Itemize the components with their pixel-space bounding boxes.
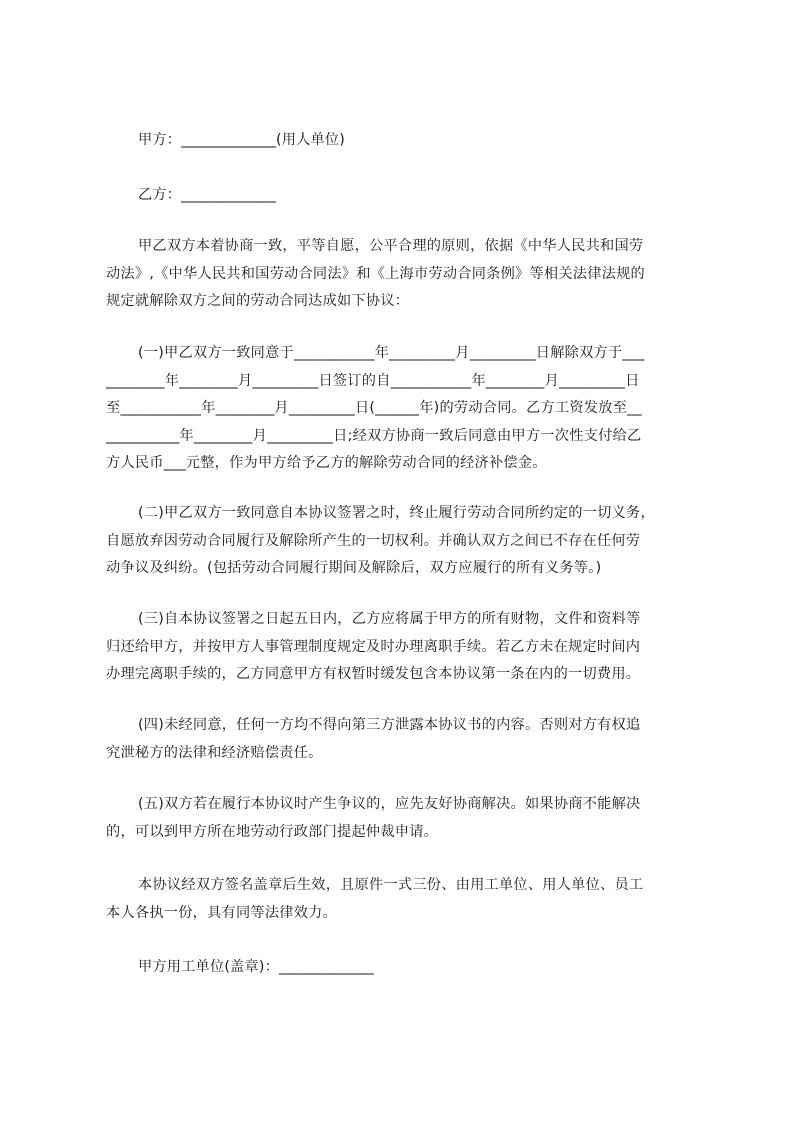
clause-2-line-1: (二)甲乙双方一致同意自本协议签署之时，终止履行劳动合同所约定的一切义务，: [138, 505, 655, 521]
preamble-paragraph: [106, 233, 706, 316]
effect-line-1: 本协议经双方签名盖章后生效，且原件一式三份、由用工单位、用人单位、员工: [138, 877, 644, 893]
clause-1-line-1: (一)甲乙双方一致同意于___________年_________月_________日解除双方于___: [138, 345, 645, 361]
clause-1-paragraph: [106, 340, 706, 478]
clause-2-line-3: 动争议及纠纷。(包括劳动合同履行期间及解除后，双方应履行的所有义务等。): [106, 560, 602, 576]
party-a-unit-signature-line: 甲方用工单位(盖章)：_____________: [138, 959, 374, 975]
clause-4-line-1: (四)未经同意，任何一方均不得向第三方泄露本协议书的内容。否则对方有权追: [138, 717, 641, 733]
preamble-line-3: 规定就解除双方之间的劳动合同达成如下协议：: [106, 293, 410, 309]
clause-3-line-3: 办理完离职手续的，乙方同意甲方有权暂时缓发包含本协议第一条在内的一切费用。: [106, 666, 641, 682]
party-a-line: 甲方：_____________(用人单位): [138, 132, 346, 148]
effect-line-2: 本人各执一份，具有同等法律效力。: [106, 904, 338, 921]
preamble-line-2: 动法》,《中华人民共和国劳动合同法》和《上海市劳动合同条例》等相关法律法规的: [106, 265, 645, 282]
clause-3-line-2: 归还给甲方，并按甲方人事管理制度规定及时办理离职手续。若乙方未在规定时间内: [106, 638, 641, 655]
clause-5-line-1: (五)双方若在履行本协议时产生争议的，应先友好协商解决。如果协商不能解决: [138, 796, 641, 812]
clause-1-line-3: 至___________年________月_________日(______年)的劳动合同。乙方工资发放至__: [106, 400, 642, 416]
clause-1-line-4: __________年________月_________日;经双方协商一致后同意由甲方一次性支付给乙: [106, 427, 642, 444]
effect-paragraph: [106, 872, 706, 927]
clause-5-line-2: 的，可以到甲方所在地劳动行政部门提起仲裁申请。: [106, 823, 439, 840]
clause-2-line-2: 自愿放弃因劳动合同履行及解除所产生的一切权利。并确认双方之间已不存在任何劳: [106, 532, 641, 549]
clause-3-paragraph: [106, 606, 706, 689]
clause-5-paragraph: [106, 791, 706, 846]
clause-2-paragraph: [106, 500, 706, 583]
party-b-line: 乙方：_____________: [138, 187, 276, 203]
preamble-line-1: 甲乙双方本着协商一致，平等自愿，公平合理的原则，依据《中华人民共和国劳: [138, 238, 644, 254]
clause-1-line-2: ________年________月_________日签订的自___________年________月_________日: [106, 372, 640, 389]
clause-4-paragraph: [106, 712, 706, 767]
clause-4-line-2: 究泄秘方的法律和经济赔偿责任。: [106, 744, 323, 761]
clause-1-line-5: 方人民币___元整，作为甲方给予乙方的解除劳动合同的经济补偿金。: [106, 455, 547, 471]
clause-3-line-1: (三)自本协议签署之日起五日内，乙方应将属于甲方的所有财物，文件和资料等: [138, 611, 641, 627]
